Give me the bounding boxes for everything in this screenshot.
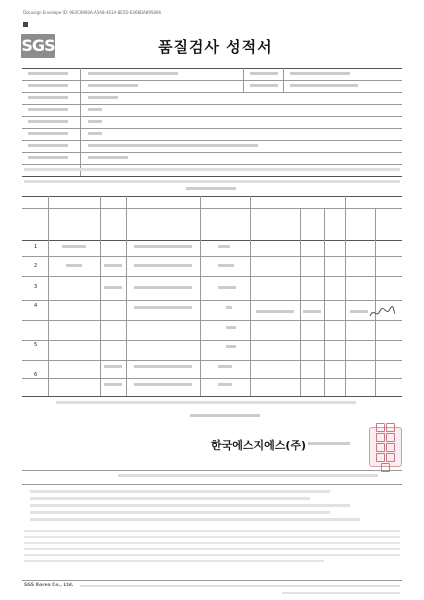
row-number: 4	[34, 303, 38, 309]
company-name: 한국에스지에스(주)	[211, 439, 307, 452]
issue-date	[190, 414, 260, 417]
docusign-envelope-id: Docusign Envelope ID: 9E0C9890A-A5A8-461A-8E5D-E468DA895866	[23, 10, 162, 15]
address-line	[118, 474, 378, 477]
bullet-square-icon	[23, 22, 28, 27]
page-title: 품질검사 성적서	[158, 38, 273, 56]
rule-top	[22, 68, 402, 69]
sgs-logo: SGS	[21, 34, 55, 58]
company-seal	[369, 427, 402, 467]
representative	[308, 442, 350, 445]
footer-address	[80, 585, 400, 587]
inspector-signature	[368, 305, 396, 321]
row-number: 1	[34, 244, 38, 250]
row-number: 6	[34, 372, 38, 378]
footer-contact	[282, 592, 400, 594]
footer-company: SGS Korea Co., Ltd.	[24, 583, 74, 588]
section-title	[186, 187, 236, 190]
row-number: 3	[34, 284, 38, 290]
row-number: 2	[34, 263, 38, 269]
table-footnote	[56, 401, 356, 404]
row-number: 5	[34, 342, 38, 348]
